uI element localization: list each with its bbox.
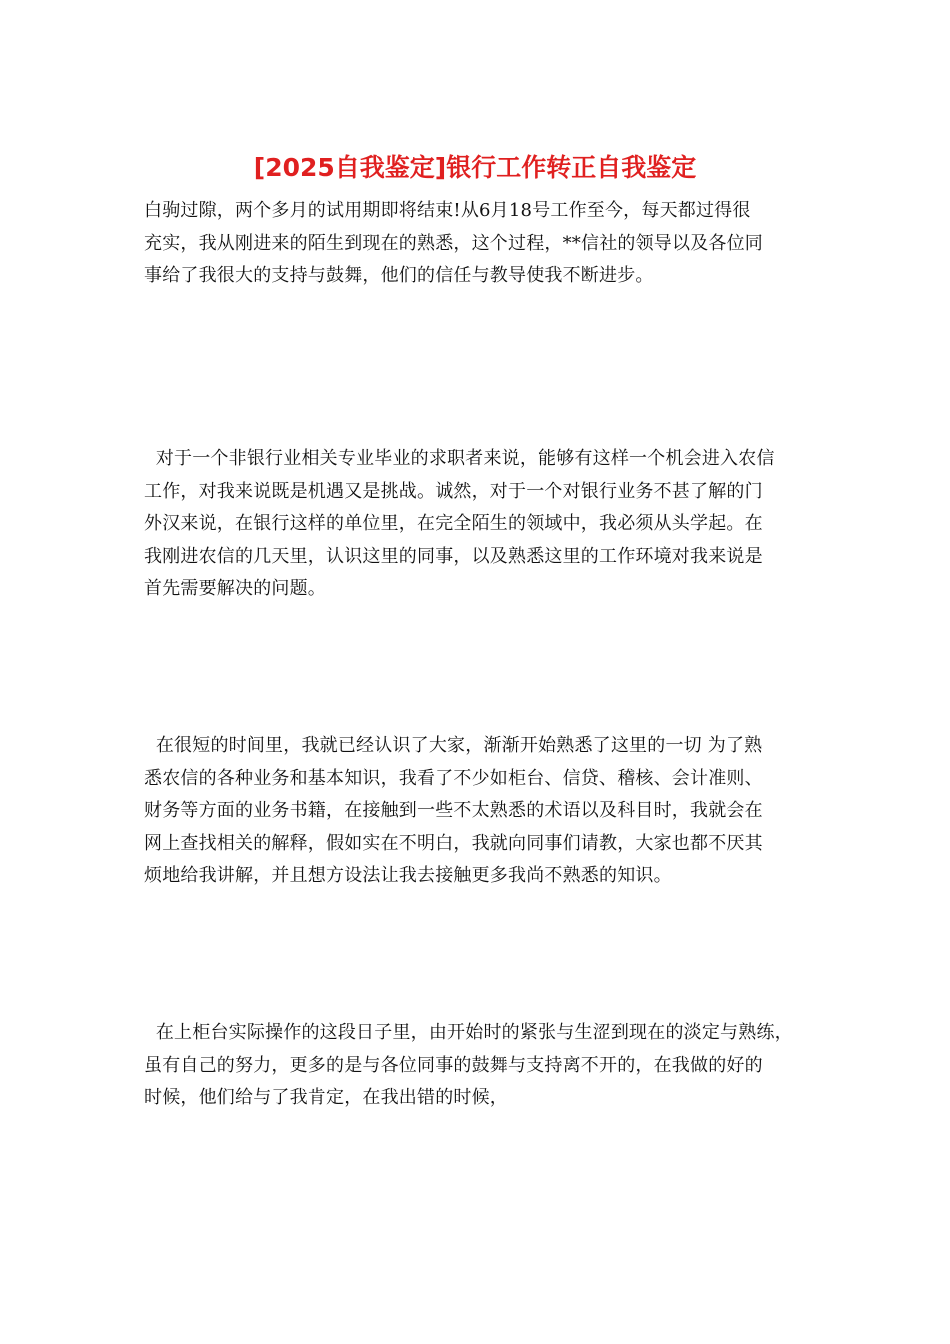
paragraph-line: 悉农信的各种业务和基本知识，我看了不少如柜台、信贷、稽核、会计准则、 [144,767,763,789]
paragraph-line: 对于一个非银行业相关专业毕业的求职者来说，能够有这样一个机会进入农信 [144,448,775,469]
paragraph-line: 在上柜台实际操作的这段日子里，由开始时的紧张与生涩到现在的淡定与熟练， [144,1022,793,1043]
paragraph-line: 充实，我从刚进来的陌生到现在的熟悉，这个过程，**信社的领导以及各位同 [144,232,763,254]
paragraph-line: 我刚进农信的几天里，认识这里的同事，以及熟悉这里的工作环境对我来说是 [144,545,763,567]
paragraph-line: 财务等方面的业务书籍，在接触到一些不太熟悉的术语以及科目时，我就会在 [144,800,763,821]
paragraph-4 [144,1017,834,1115]
paragraph-3 [144,730,834,893]
paragraph-line: 工作，对我来说既是机遇又是挑战。诚然，对于一个对银行业务不甚了解的门 [144,480,763,502]
paragraph-line: 虽有自己的努力，更多的是与各位同事的鼓舞与支持离不开的，在我做的好的 [144,1054,763,1076]
paragraph-line: 首先需要解决的问题。 [144,578,326,599]
paragraph-line: 烦地给我讲解，并且想方设法让我去接触更多我尚不熟悉的知识。 [144,865,672,886]
document-title: [2025自我鉴定]银行工作转正自我鉴定 [253,153,697,182]
paragraph-line: 在很短的时间里，我就已经认识了大家，渐渐开始熟悉了这里的一切 为了熟 [144,735,763,756]
paragraph-1 [144,195,834,293]
paragraph-line: 网上查找相关的解释，假如实在不明白，我就向同事们请教，大家也都不厌其 [144,832,763,854]
paragraph-line: 事给了我很大的支持与鼓舞，他们的信任与教导使我不断进步。 [144,265,654,286]
paragraph-2 [144,443,834,606]
paragraph-line: 白驹过隙，两个多月的试用期即将结束!从6月18号工作至今，每天都过得很 [144,200,751,221]
paragraph-line: 时候，他们给与了我肯定，在我出错的时候， [144,1087,508,1108]
paragraph-line: 外汉来说，在银行这样的单位里，在完全陌生的领域中，我必须从头学起。在 [144,513,763,534]
